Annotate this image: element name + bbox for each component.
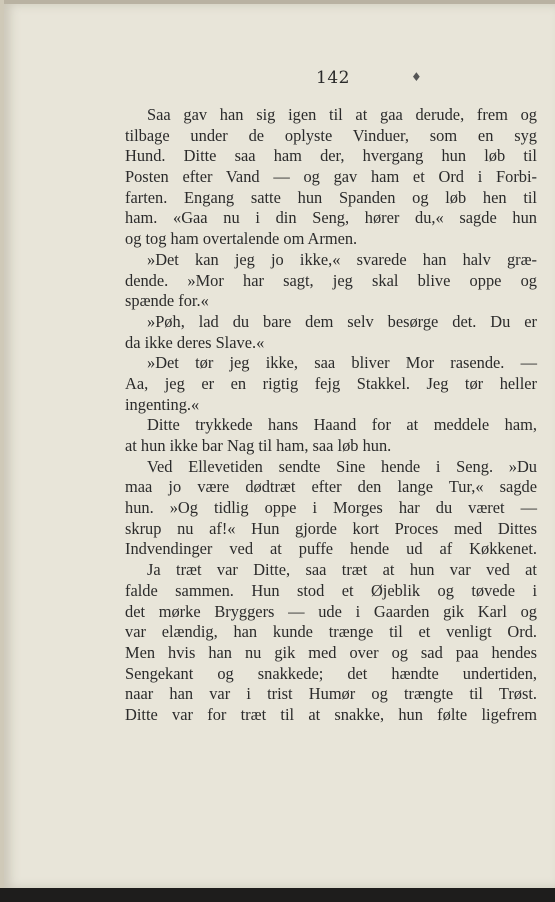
text-line: Sengekant og snakkede; det hændte undertiden, <box>125 663 537 683</box>
text-line: »Pøh, lad du bare dem selv besørge det. Du er <box>147 311 537 331</box>
ornament-mark: ♦ <box>411 70 422 84</box>
text-line: ham. «Gaa nu i din Seng, hører du,« sagde hun <box>125 208 537 228</box>
page-bottom-band <box>0 888 555 902</box>
text-line: Ved Ellevetiden sendte Sine hende i Seng. »Du <box>147 456 537 476</box>
text-line: »Det kan jeg jo ikke,« svarede han halv græ- <box>147 249 537 269</box>
text-line: Ditte var for træt til at snakke, hun følte ligefrem <box>125 704 537 724</box>
text-line: Hund. Ditte saa ham der, hvergang hun løb til <box>125 146 537 166</box>
book-page <box>4 4 555 888</box>
text-line: spænde for.« <box>125 291 209 311</box>
text-line: Posten efter Vand — og gav ham et Ord i Forbi- <box>125 167 537 187</box>
body-text <box>125 105 537 726</box>
text-line: Ditte trykkede hans Haand for at meddele ham, <box>147 415 537 435</box>
text-line: farten. Engang satte hun Spanden og løb hen til <box>125 187 537 207</box>
text-line: var elændig, han kunde trænge til et venligt Ord. <box>125 622 537 642</box>
text-line: hun. »Og tidlig oppe i Morges har du været — <box>125 498 537 518</box>
text-line: Aa, jeg er en rigtig fejg Stakkel. Jeg tør heller <box>125 373 537 393</box>
text-line: maa jo være dødtræt efter den lange Tur,« sagde <box>125 477 537 497</box>
text-line: og tog ham overtalende om Armen. <box>125 229 358 249</box>
text-line: falde sammen. Hun stod et Øjeblik og tøvede i <box>125 580 537 600</box>
text-line: Men hvis han nu gik med over og sad paa hendes <box>125 642 537 662</box>
text-line: da ikke deres Slave.« <box>125 332 265 352</box>
text-line: det mørke Bryggers — ude i Gaarden gik Karl og <box>125 601 537 621</box>
text-line: »Det tør jeg ikke, saa bliver Mor rasende. — <box>147 353 537 373</box>
text-line: skrup nu af!« Hun gjorde kort Proces med Dittes <box>125 518 537 538</box>
text-line: at hun ikke bar Nag til ham, saa løb hun. <box>125 436 392 455</box>
text-line: Ja træt var Ditte, saa træt at hun var ved at <box>147 560 537 580</box>
text-line: dende. »Mor har sagt, jeg skal blive oppe og <box>125 270 537 290</box>
text-line: naar han var i trist Humør og trængte til Trøst. <box>125 684 537 704</box>
text-line: Indvendinger ved at puffe hende ud af Køkkenet. <box>125 539 537 559</box>
text-line: Saa gav han sig igen til at gaa derude, frem og <box>147 105 537 124</box>
page-number: 142 <box>316 68 350 88</box>
text-line: ingenting.« <box>125 394 200 414</box>
text-line: tilbage under de oplyste Vinduer, som en syg <box>125 125 537 145</box>
